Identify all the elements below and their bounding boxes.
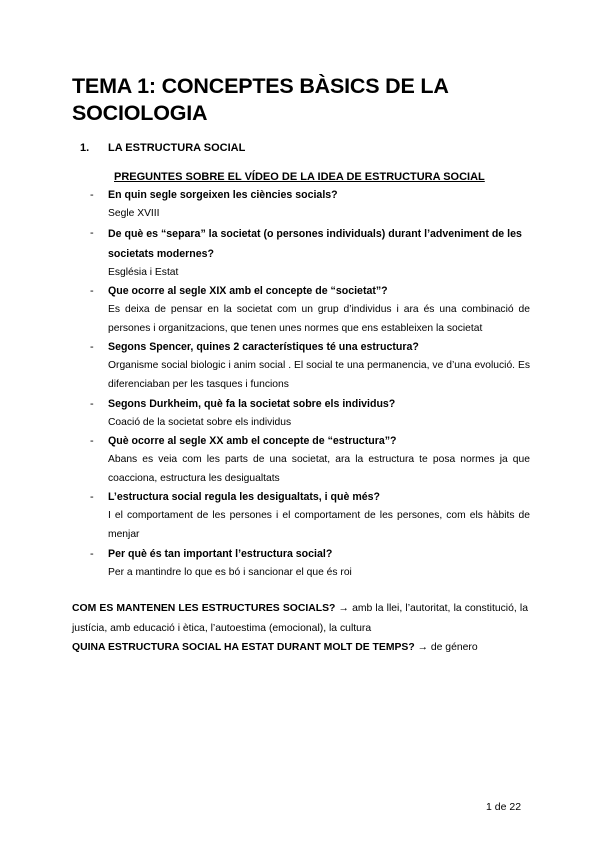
list-item	[90, 432, 530, 488]
section-title: LA ESTRUCTURA SOCIAL	[108, 142, 246, 154]
question-text: Segons Spencer, quines 2 característiques té una estructura?	[108, 341, 419, 354]
section-number: 1.	[80, 142, 90, 154]
questions-subheading: PREGUNTES SOBRE EL VÍDEO DE LA IDEA DE ESTRUCTURA SOCIAL	[114, 171, 485, 183]
list-item	[90, 545, 530, 583]
list-item	[90, 282, 530, 338]
question-text: En quin segle sorgeixen les ciències socials?	[108, 189, 338, 201]
list-item	[90, 224, 530, 283]
closing-answer: → amb la llei, l’autoritat, la constitució, la justícia, amb educació i ètica, l’autoestima (emocional), la cultura	[72, 603, 529, 634]
answer-text: Es deixa de pensar en la societat com un grup d’individus i ara és una combinació de persones i organitzacions, que tenen unes normes que ens estableixen la societat	[108, 304, 530, 334]
question-text: Segons Durkheim, què fa la societat sobre els individus?	[108, 397, 396, 410]
closing-answer: → de género	[417, 642, 478, 653]
question-text: De què es “separa” la societat (o persones individuals) durant l’adveniment de les societats modernes?	[108, 227, 522, 260]
question-text: L’estructura social regula les desigualtats, i què més?	[108, 491, 381, 504]
document-title: TEMA 1: CONCEPTES BÀSICS DE LA SOCIOLOGIA	[72, 74, 448, 125]
question-text: Per què és tan important l’estructura social?	[108, 547, 333, 560]
list-bullet: -	[90, 435, 94, 448]
list-bullet: -	[90, 341, 94, 354]
list-item	[90, 186, 530, 224]
closing-paragraph	[72, 599, 528, 639]
answer-text: Coació de la societat sobre els individus	[108, 416, 292, 428]
list-bullet: -	[90, 189, 94, 201]
question-text: Que ocorre al segle XIX amb el concepte de “societat”?	[108, 285, 388, 298]
list-bullet: -	[90, 397, 94, 410]
closing-paragraph	[72, 638, 528, 658]
answer-text: Segle XVIII	[108, 208, 160, 219]
question-text: Què ocorre al segle XX amb el concepte de “estructura”?	[108, 435, 397, 448]
answer-text: Organisme social biologic i anim social . El social te una permanencia, ve d’una evolució. Es diferenciaban per les tasques i funcions	[108, 360, 530, 390]
list-bullet: -	[90, 547, 94, 560]
answer-text: Abans es veia com les parts de una societat, ara la estructura te posa normes ja que coacciona, estructura les desigualtats	[108, 454, 530, 484]
list-item	[90, 395, 530, 433]
list-item	[90, 488, 530, 544]
list-item	[90, 338, 530, 394]
closing-question: QUINA ESTRUCTURA SOCIAL HA ESTAT DURANT MOLT DE TEMPS?	[72, 642, 415, 653]
closing-question: COM ES MANTENEN LES ESTRUCTURES SOCIALS?	[72, 603, 336, 614]
list-bullet: -	[90, 491, 94, 504]
answer-text: Per a mantindre lo que es bó i sancionar el que és roi	[108, 566, 352, 578]
section-heading	[80, 141, 245, 155]
list-bullet: -	[90, 226, 94, 239]
page-number: 1 de 22	[486, 801, 522, 813]
answer-text: I el comportament de les persones i el comportament de les persones, com els hàbits de menjar	[108, 510, 530, 540]
question-list	[90, 186, 530, 582]
answer-text: Església i Estat	[108, 266, 179, 278]
list-bullet: -	[90, 285, 94, 298]
